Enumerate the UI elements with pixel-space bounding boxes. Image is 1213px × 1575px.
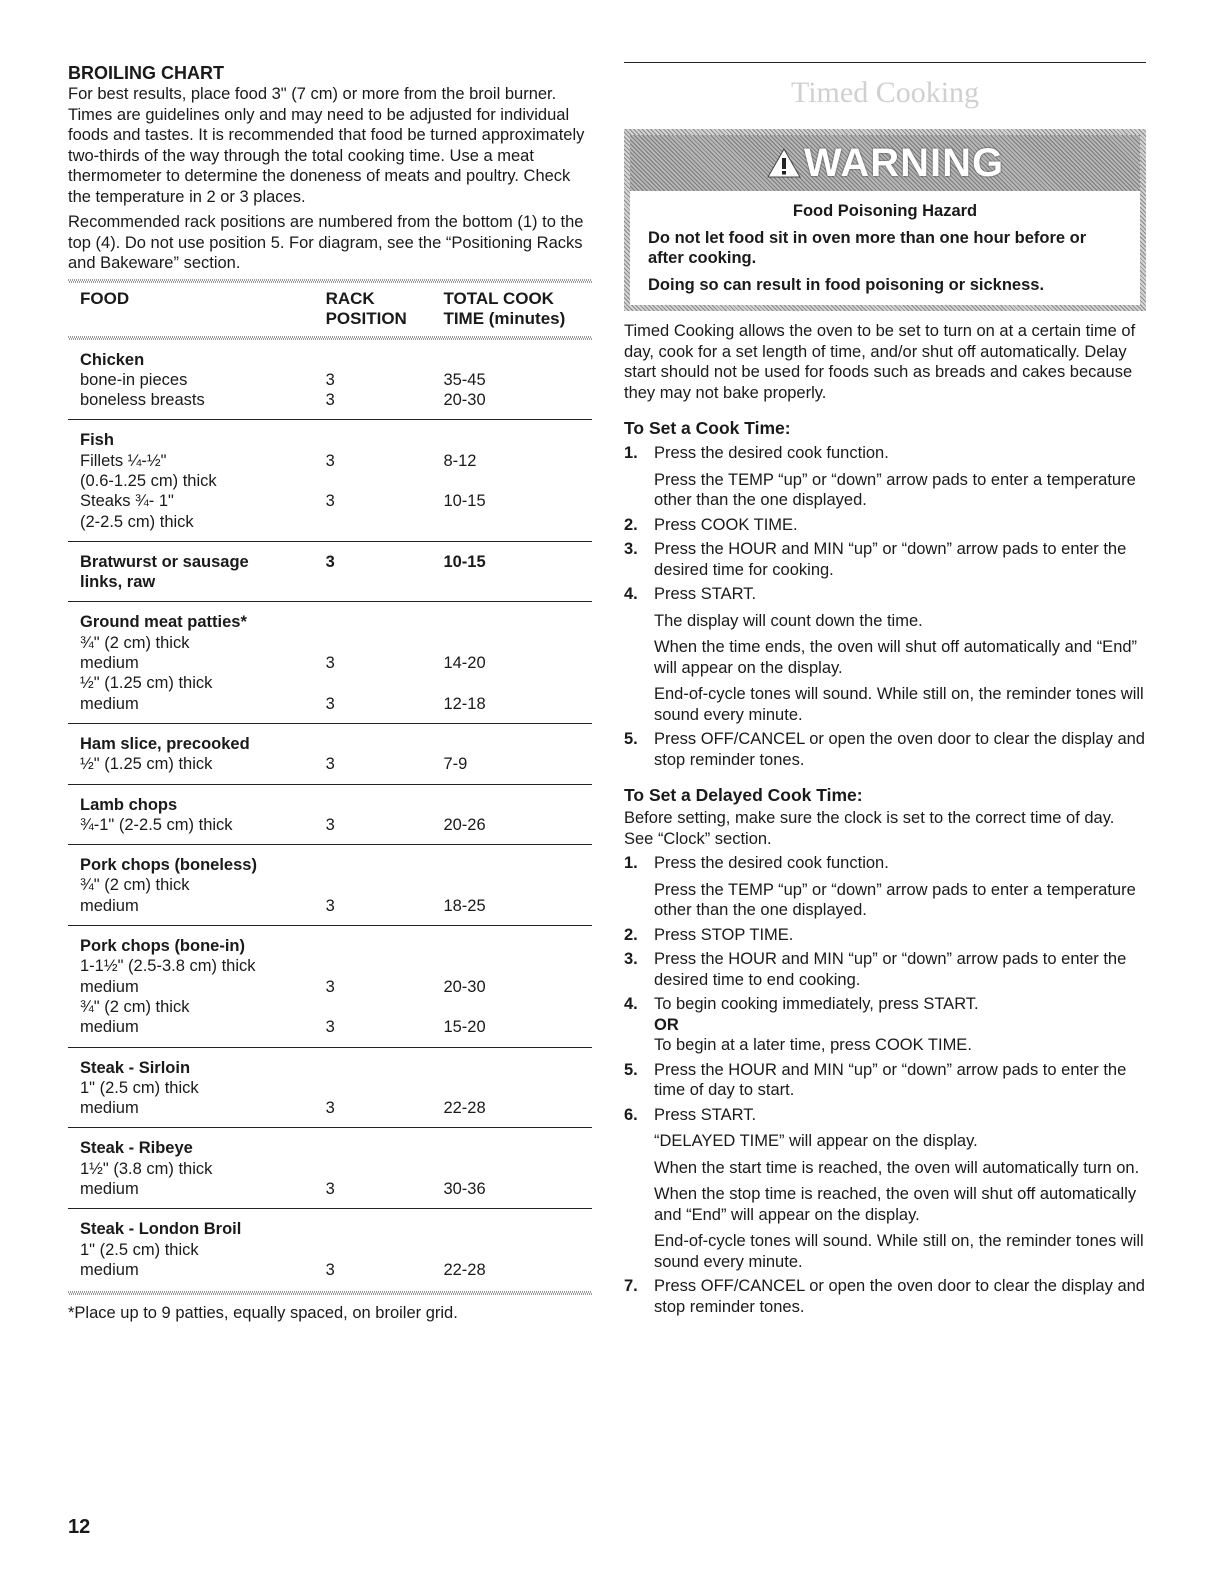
table-row — [80, 694, 592, 714]
cook-time: 10-15 — [443, 492, 486, 511]
food-group-title — [80, 795, 592, 815]
step-number: 5. — [624, 730, 638, 748]
cook-time — [443, 795, 592, 815]
delayed-cook-steps — [624, 853, 1146, 1317]
step-number: 2. — [624, 515, 638, 534]
step-number: 1. — [624, 444, 638, 462]
cook-time: 22-28 — [443, 1260, 486, 1279]
food-name: ¾" (2 cm) thick — [80, 633, 190, 652]
rack-position — [326, 430, 444, 450]
rack-position — [326, 855, 444, 875]
step-body — [654, 1060, 1146, 1101]
food-name: Pork chops (boneless) — [80, 856, 257, 875]
step-body — [654, 949, 1146, 990]
step-item — [624, 515, 1146, 536]
table-row — [80, 896, 592, 916]
food-name: Pork chops (bone-in) — [80, 937, 245, 956]
cook-time: 14-20 — [443, 654, 486, 673]
cook-time — [443, 1159, 592, 1179]
step-item — [624, 729, 1146, 770]
rack-position — [326, 572, 444, 592]
table-row — [80, 875, 592, 895]
table-row — [80, 1017, 592, 1037]
rack-position: 3 — [325, 654, 335, 673]
delayed-cook-heading: To Set a Delayed Cook Time: — [624, 785, 863, 805]
food-group-title — [80, 612, 592, 632]
broiling-rack-note: Recommended rack positions are numbered from the bottom (1) to the top (4). Do not use position 5. For diagram, see the “Positioning Racks and Bakeware” section. — [68, 213, 584, 272]
broiling-chart-section — [68, 62, 592, 1323]
food-group — [68, 785, 592, 846]
rack-position — [326, 1058, 444, 1078]
step-note: End-of-cycle tones will sound. While still on, the reminder tones will sound every minute. — [654, 1232, 1144, 1271]
header-food: FOOD — [80, 288, 130, 308]
table-row — [80, 1078, 592, 1098]
food-name: Lamb chops — [80, 795, 178, 814]
step-item — [624, 1060, 1146, 1101]
food-group — [68, 602, 592, 723]
food-group-title — [80, 1138, 592, 1158]
table-row — [80, 633, 592, 653]
table-row — [80, 1240, 592, 1260]
cook-time — [443, 956, 592, 976]
food-group — [68, 1209, 592, 1286]
food-name: Fillets ¼-½" — [80, 451, 167, 470]
timed-cooking-title: Timed Cooking — [790, 76, 980, 109]
food-group — [68, 542, 592, 603]
table-row — [80, 956, 592, 976]
food-group-title — [80, 552, 592, 572]
food-name: links, raw — [80, 573, 156, 592]
top-rule — [624, 62, 1146, 63]
table-row — [80, 491, 592, 511]
rack-position — [326, 1219, 444, 1239]
food-name: bone-in pieces — [80, 370, 188, 389]
cook-time: 22-28 — [443, 1099, 486, 1118]
warning-line-1: Do not let food sit in oven more than one hour before or after cooking. — [648, 228, 1087, 267]
cook-time: 20-30 — [443, 977, 486, 996]
step-text: Press the desired cook function. — [654, 854, 889, 872]
rack-position — [326, 875, 444, 895]
cook-time: 35-45 — [443, 370, 486, 389]
food-name: Steak - London Broil — [80, 1220, 242, 1239]
rack-position — [326, 612, 444, 632]
cook-time — [443, 875, 592, 895]
step-item — [624, 925, 1146, 946]
rack-position: 3 — [325, 977, 335, 996]
chart-header — [68, 283, 592, 331]
step-text: To begin cooking immediately, press START. — [654, 995, 979, 1013]
step-body — [654, 925, 1146, 946]
food-name: 1½" (3.8 cm) thick — [80, 1159, 213, 1178]
table-row — [80, 471, 592, 491]
rack-position: 3 — [325, 370, 335, 389]
food-group-title — [80, 734, 592, 754]
rack-position — [326, 1159, 444, 1179]
step-item — [624, 1276, 1146, 1317]
cook-time: 30-36 — [443, 1180, 486, 1198]
food-name: Ham slice, precooked — [80, 734, 250, 753]
timed-cooking-section — [624, 62, 1146, 1317]
step-number: 7. — [624, 1277, 638, 1295]
cook-time — [443, 430, 592, 450]
cook-time — [443, 673, 592, 693]
rack-position: 3 — [325, 1180, 335, 1198]
food-name: Ground meat patties* — [80, 613, 247, 632]
cook-time-steps — [624, 443, 1146, 770]
step-number: 1. — [624, 854, 638, 872]
food-group-title — [80, 1058, 592, 1078]
cook-time-heading: To Set a Cook Time: — [624, 418, 791, 438]
food-group — [68, 724, 592, 785]
warning-triangle-icon — [766, 147, 802, 179]
food-name: medium — [80, 1018, 139, 1037]
food-name: medium — [80, 694, 139, 713]
table-row — [80, 390, 592, 410]
cook-time — [443, 512, 592, 532]
chart-footnote: *Place up to 9 patties, equally spaced, on broiler grid. — [68, 1304, 458, 1323]
rack-position: 3 — [325, 1260, 335, 1279]
food-name: medium — [80, 1180, 139, 1198]
chart-bottom-divider — [68, 1291, 592, 1295]
cook-time — [443, 471, 592, 491]
rack-position — [326, 1138, 444, 1158]
cook-time: 12-18 — [443, 694, 486, 713]
rack-position — [326, 512, 444, 532]
cook-time — [443, 612, 592, 632]
food-group-title — [80, 1219, 592, 1239]
rack-position — [326, 734, 444, 754]
food-name: ¾" (2 cm) thick — [80, 997, 190, 1016]
food-name: 1" (2.5 cm) thick — [80, 1078, 199, 1097]
table-row — [80, 1179, 592, 1199]
warning-heading: Food Poisoning Hazard — [792, 202, 978, 220]
step-note: End-of-cycle tones will sound. While still on, the reminder tones will sound every minute. — [654, 685, 1144, 724]
broiling-intro: For best results, place food 3" (7 cm) or more from the broil burner. Times are guidelines only and may need to be adjusted for individual foods and tastes. It is recommended that food be turned approximately two-thirds of the way through the total cooking time. Use a meat thermometer to determine the doneness of meats and poultry. Check the temperature in 2 or 3 places. — [68, 85, 585, 206]
food-name: (0.6-1.25 cm) thick — [80, 471, 217, 490]
step-text: Press OFF/CANCEL or open the oven door to clear the display and stop reminder tones. — [654, 1277, 1145, 1316]
step-text: Press COOK TIME. — [654, 515, 798, 534]
step-number: 4. — [624, 585, 638, 603]
cook-time — [443, 1078, 592, 1098]
rack-position: 3 — [325, 451, 335, 470]
food-name: medium — [80, 654, 139, 673]
food-name: Chicken — [80, 350, 145, 369]
warning-line-2: Doing so can result in food poisoning or sickness. — [648, 275, 1045, 294]
step-note: Press the TEMP “up” or “down” arrow pads to enter a temperature other than the one displayed. — [654, 470, 1136, 509]
rack-position — [326, 1240, 444, 1260]
table-row — [80, 673, 592, 693]
table-row — [80, 1260, 592, 1280]
food-name: 1" (2.5 cm) thick — [80, 1240, 199, 1259]
step-body — [654, 539, 1146, 580]
cook-time: 20-26 — [443, 815, 486, 834]
cook-time — [443, 572, 592, 592]
cook-time — [443, 1219, 592, 1239]
table-row — [80, 370, 592, 390]
rack-position — [326, 1078, 444, 1098]
food-group-title — [80, 855, 592, 875]
step-note: When the time ends, the oven will shut off automatically and “End” will appear on the display. — [654, 638, 1138, 677]
step-body — [654, 1105, 1146, 1273]
rack-position — [326, 633, 444, 653]
food-name: ½" (1.25 cm) thick — [80, 674, 213, 693]
header-rack: RACK POSITION — [325, 288, 407, 328]
step-item — [624, 994, 1146, 1056]
food-name: medium — [80, 1099, 139, 1118]
page-number: 12 — [68, 1516, 91, 1538]
rack-position — [326, 350, 444, 370]
cook-time: 7-9 — [443, 755, 468, 774]
step-body — [654, 729, 1146, 770]
step-note: “DELAYED TIME” will appear on the display. — [654, 1132, 978, 1150]
step-item — [624, 853, 1146, 921]
cook-time: 15-20 — [443, 1018, 486, 1037]
warning-body — [630, 191, 1140, 305]
warning-box — [624, 129, 1146, 311]
rack-position — [326, 997, 444, 1017]
food-name: medium — [80, 1260, 139, 1279]
warning-banner — [630, 135, 1140, 191]
step-or: OR — [654, 1015, 679, 1034]
step-item — [624, 949, 1146, 990]
table-row — [80, 512, 592, 532]
rack-position: 3 — [325, 694, 335, 713]
step-body — [654, 584, 1146, 725]
step-number: 3. — [624, 950, 638, 968]
step-body — [654, 515, 1146, 536]
step-number: 6. — [624, 1105, 638, 1124]
cook-time: 8-12 — [443, 451, 477, 470]
timed-cooking-intro: Timed Cooking allows the oven to be set to turn on at a certain time of day, cook for a set length of time, and/or shut off automatically. Delay start should not be used for foods such as breads and cakes because they may not bake properly. — [624, 322, 1136, 402]
step-text: Press the HOUR and MIN “up” or “down” arrow pads to enter the desired time for cooking. — [654, 540, 1127, 579]
cook-time — [443, 855, 592, 875]
step-body — [654, 994, 1146, 1056]
rack-position — [326, 795, 444, 815]
rack-position: 3 — [325, 755, 335, 774]
rack-position: 3 — [325, 896, 335, 915]
food-name: 1-1½" (2.5-3.8 cm) thick — [80, 957, 256, 976]
step-item — [624, 1105, 1146, 1273]
rack-position — [326, 471, 444, 491]
food-group — [68, 1128, 592, 1209]
delayed-cook-intro: Before setting, make sure the clock is set to the correct time of day. See “Clock” section. — [624, 809, 1115, 848]
step-body — [654, 1276, 1146, 1317]
rack-position: 3 — [325, 391, 335, 410]
rack-position — [326, 673, 444, 693]
food-group-title — [80, 430, 592, 450]
food-group — [68, 1048, 592, 1129]
table-row — [80, 754, 592, 774]
step-text: Press STOP TIME. — [654, 925, 794, 944]
chart-body — [68, 340, 592, 1287]
cook-time: 10-15 — [443, 552, 486, 571]
food-name: Steak - Sirloin — [80, 1058, 191, 1077]
step-body — [654, 443, 1146, 511]
table-row — [80, 977, 592, 997]
step-text: Press the HOUR and MIN “up” or “down” arrow pads to enter the time of day to start. — [654, 1060, 1127, 1099]
broiling-chart-title: BROILING CHART — [68, 63, 224, 83]
food-group — [68, 926, 592, 1047]
food-name: Steak - Ribeye — [80, 1139, 193, 1158]
rack-position — [326, 956, 444, 976]
food-group — [68, 340, 592, 421]
cook-time — [443, 1058, 592, 1078]
rack-position: 3 — [325, 552, 335, 571]
step-number: 5. — [624, 1060, 638, 1079]
cook-time — [443, 1240, 592, 1260]
food-name: Fish — [80, 431, 114, 450]
step-text: To begin at a later time, press COOK TIME. — [654, 1036, 972, 1054]
step-text: Press START. — [654, 1105, 757, 1124]
table-row — [80, 572, 592, 592]
food-name: medium — [80, 977, 139, 996]
header-time: TOTAL COOK TIME (minutes) — [443, 288, 566, 328]
rack-position: 3 — [325, 1018, 335, 1037]
step-number: 2. — [624, 925, 638, 944]
rack-position: 3 — [325, 815, 335, 834]
food-name: ¾" (2 cm) thick — [80, 876, 190, 895]
step-note: The display will count down the time. — [654, 611, 923, 630]
step-number: 3. — [624, 540, 638, 558]
table-row — [80, 997, 592, 1017]
step-body — [654, 853, 1146, 921]
table-row — [80, 1098, 592, 1118]
step-item — [624, 539, 1146, 580]
cook-time — [443, 997, 592, 1017]
step-note: When the stop time is reached, the oven will shut off automatically and “End” will appear on the display. — [654, 1185, 1137, 1224]
food-name: boneless breasts — [80, 391, 205, 410]
rack-position: 3 — [325, 492, 335, 511]
step-text: Press the HOUR and MIN “up” or “down” arrow pads to enter the desired time to end cooking. — [654, 950, 1127, 989]
cook-time — [443, 936, 592, 956]
rack-position: 3 — [325, 1099, 335, 1118]
step-item — [624, 443, 1146, 511]
rack-position — [326, 936, 444, 956]
step-note: Press the TEMP “up” or “down” arrow pads to enter a temperature other than the one displayed. — [654, 880, 1136, 919]
cook-time: 20-30 — [443, 391, 486, 410]
step-note: When the start time is reached, the oven will automatically turn on. — [654, 1158, 1140, 1177]
step-text: Press START. — [654, 585, 757, 603]
table-row — [80, 451, 592, 471]
step-item — [624, 584, 1146, 725]
food-group-title — [80, 936, 592, 956]
food-name: Steaks ¾- 1" — [80, 492, 174, 511]
cook-time — [443, 734, 592, 754]
cook-time — [443, 350, 592, 370]
cook-time — [443, 633, 592, 653]
food-name: ½" (1.25 cm) thick — [80, 755, 213, 774]
cook-time — [443, 1138, 592, 1158]
table-row — [80, 815, 592, 835]
step-text: Press the desired cook function. — [654, 444, 889, 462]
warning-word: WARNING — [803, 140, 1005, 185]
food-group — [68, 845, 592, 926]
table-row — [80, 653, 592, 673]
food-group — [68, 420, 592, 541]
food-group-title — [80, 350, 592, 370]
food-name: ¾-1" (2-2.5 cm) thick — [80, 815, 233, 834]
step-number: 4. — [624, 995, 638, 1013]
table-row — [80, 1159, 592, 1179]
step-text: Press OFF/CANCEL or open the oven door to clear the display and stop reminder tones. — [654, 730, 1145, 769]
food-name: medium — [80, 896, 139, 915]
food-name: Bratwurst or sausage — [80, 552, 249, 571]
food-name: (2-2.5 cm) thick — [80, 512, 194, 531]
cook-time: 18-25 — [443, 896, 486, 915]
